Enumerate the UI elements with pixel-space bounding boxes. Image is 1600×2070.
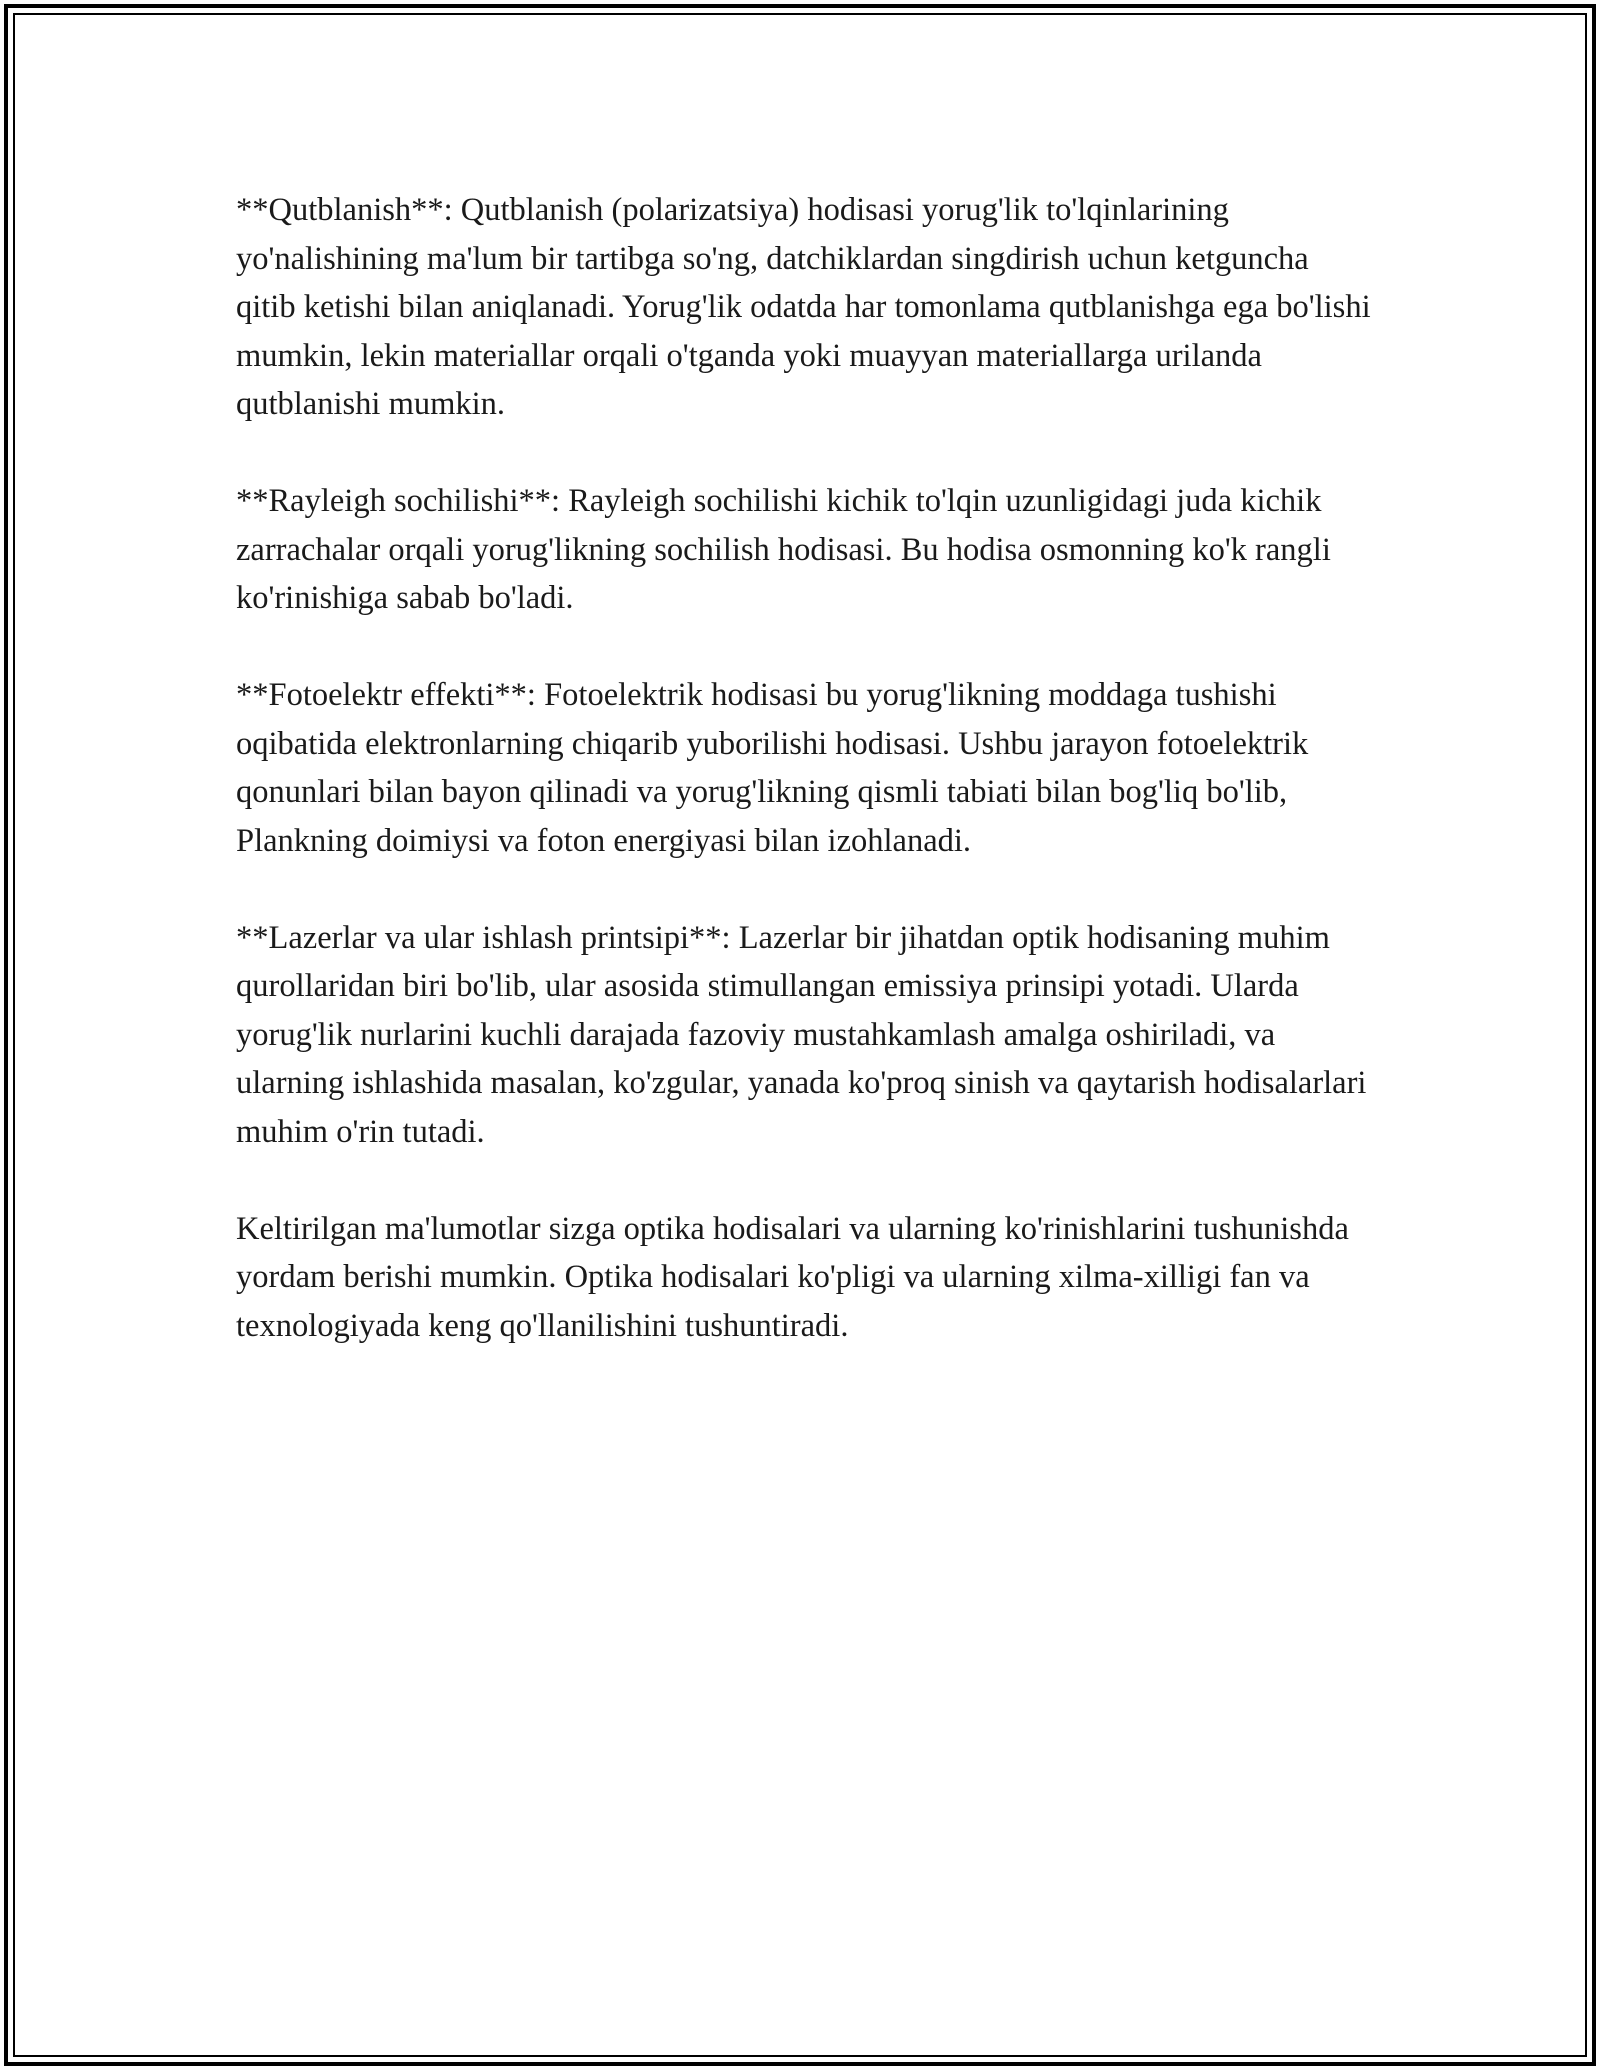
paragraph-lazerlar: **Lazerlar va ular ishlash printsipi**: Lazerlar bir jihatdan optik hodisaning muhim qurollaridan biri bo'lib, ular asosida stimullangan emissiya prinsipi yotadi. Ularda yorug'lik nurlarini kuchli darajada fazoviy mustahkamlash amalga oshiriladi, va ularning ishlashida masalan, ko'zgular, yanada ko'proq sinish va qaytarish hodisalarlari muhim o'rin tutadi. xyxy=(236,919,1367,1150)
paragraph-conclusion: Keltirilgan ma'lumotlar sizga optika hodisalari va ularning ko'rinishlarini tushunishda yordam berishi mumkin. Optika hodisalari ko'pligi va ularning xilma-xilligi fan va texnologiyada keng qo'llanilishini tushuntiradi. xyxy=(236,1210,1349,1344)
document-body xyxy=(236,186,1376,1399)
paragraph-rayleigh-sochilishi: **Rayleigh sochilishi**: Rayleigh sochilishi kichik to'lqin uzunligidagi juda kichik zarrachalar orqali yorug'likning sochilish hodisasi. Bu hodisa osmonning ko'k rangli ko'rinishiga sabab bo'ladi. xyxy=(236,483,1331,616)
paragraph-fotoelektr-effekti: **Fotoelektr effekti**: Fotoelektrik hodisasi bu yorug'likning moddaga tushishi oqibatida elektronlarning chiqarib yuborilishi hodisasi. Ushbu jarayon fotoelektrik qonunlari bilan bayon qilinadi va yorug'likning qismli tabiati bilan bog'liq bo'lib, Plankning doimiysi va foton energiyasi bilan izohlanadi. xyxy=(236,677,1309,859)
paragraph-qutblanish: **Qutblanish**: Qutblanish (polarizatsiya) hodisasi yorug'lik to'lqinlarining yo'nalishining ma'lum bir tartibga so'ng, datchiklardan singdirish uchun ketguncha qitib ketishi bilan aniqlanadi. Yorug'lik odatda har tomonlama qutblanishga ega bo'lishi mumkin, lekin materiallar orqali o'tganda yoki muayyan materiallarga urilanda qutblanishi mumkin. xyxy=(236,192,1371,422)
